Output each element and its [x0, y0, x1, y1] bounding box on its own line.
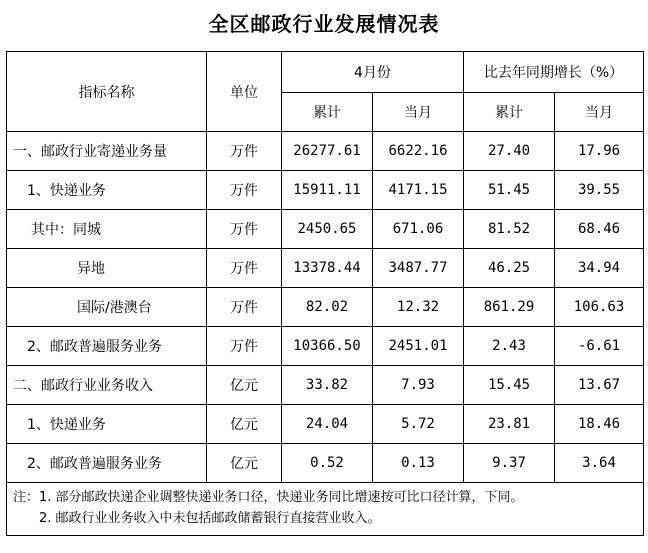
- row-name: 1、快递业务: [7, 171, 207, 210]
- table-row: [7, 210, 644, 249]
- row-unit: 万件: [207, 171, 282, 210]
- row-month: 671.06: [373, 210, 464, 249]
- row-unit: 万件: [207, 327, 282, 366]
- stats-table: [6, 51, 644, 536]
- row-yoy-month: -6.61: [555, 327, 644, 366]
- row-yoy-month: 106.63: [555, 288, 644, 327]
- row-yoy-cumulative: 27.40: [464, 132, 555, 171]
- table-row: [7, 132, 644, 171]
- table-row: [7, 288, 644, 327]
- page-title: 全区邮政行业发展情况表: [208, 12, 440, 36]
- row-yoy-cumulative: 23.81: [464, 405, 555, 444]
- row-cumulative: 26277.61: [282, 132, 373, 171]
- row-name: 二、邮政行业业务收入: [7, 366, 207, 405]
- row-unit: 万件: [207, 288, 282, 327]
- note-line-2: 2. 邮政行业业务收入中未包括邮政储蓄银行直接营业收入。: [39, 511, 381, 526]
- row-month: 3487.77: [373, 249, 464, 288]
- row-cumulative: 13378.44: [282, 249, 373, 288]
- row-yoy-cumulative: 2.43: [464, 327, 555, 366]
- row-yoy-cumulative: 46.25: [464, 249, 555, 288]
- header-cumulative: 累计: [282, 93, 373, 132]
- notes-row: [7, 483, 644, 536]
- table-row: [7, 327, 644, 366]
- row-name: 1、快递业务: [7, 405, 207, 444]
- header-row-1: [7, 52, 644, 93]
- row-cumulative: 24.04: [282, 405, 373, 444]
- row-unit: 亿元: [207, 366, 282, 405]
- row-unit: 万件: [207, 132, 282, 171]
- row-yoy-month: 34.94: [555, 249, 644, 288]
- header-yoy-cumulative: 累计: [464, 93, 555, 132]
- row-yoy-cumulative: 861.29: [464, 288, 555, 327]
- row-month: 12.32: [373, 288, 464, 327]
- row-month: 4171.15: [373, 171, 464, 210]
- row-name: 2、邮政普遍服务业务: [7, 444, 207, 483]
- row-unit: 万件: [207, 249, 282, 288]
- row-unit: 亿元: [207, 405, 282, 444]
- header-indicator: 指标名称: [7, 52, 207, 132]
- row-name: 2、邮政普遍服务业务: [7, 327, 207, 366]
- notes-cell: [7, 483, 644, 536]
- row-cumulative: 0.52: [282, 444, 373, 483]
- row-month: 0.13: [373, 444, 464, 483]
- row-month: 5.72: [373, 405, 464, 444]
- row-name: 异地: [7, 249, 207, 288]
- row-unit: 亿元: [207, 444, 282, 483]
- table-row: [7, 171, 644, 210]
- header-month-group: 4月份: [282, 52, 464, 93]
- row-yoy-cumulative: 51.45: [464, 171, 555, 210]
- header-unit: 单位: [207, 52, 282, 132]
- table-row: [7, 444, 644, 483]
- row-yoy-month: 3.64: [555, 444, 644, 483]
- row-cumulative: 82.02: [282, 288, 373, 327]
- row-month: 6622.16: [373, 132, 464, 171]
- row-yoy-month: 13.67: [555, 366, 644, 405]
- row-yoy-cumulative: 9.37: [464, 444, 555, 483]
- note-line-1: 注：1. 部分邮政快递企业调整快递业务口径，快递业务同比增速按可比口径计算，下同。: [13, 490, 524, 505]
- row-name: 其中：同城: [7, 210, 207, 249]
- row-yoy-month: 17.96: [555, 132, 644, 171]
- row-unit: 万件: [207, 210, 282, 249]
- row-name: 国际/港澳台: [7, 288, 207, 327]
- header-yoy-current-month: 当月: [555, 93, 644, 132]
- row-yoy-cumulative: 81.52: [464, 210, 555, 249]
- row-yoy-month: 39.55: [555, 171, 644, 210]
- table-row: [7, 366, 644, 405]
- table-row: [7, 249, 644, 288]
- row-name: 一、邮政行业寄递业务量: [7, 132, 207, 171]
- row-cumulative: 33.82: [282, 366, 373, 405]
- row-cumulative: 10366.50: [282, 327, 373, 366]
- table-row: [7, 405, 644, 444]
- row-cumulative: 2450.65: [282, 210, 373, 249]
- header-yoy-group: 比去年同期增长（%）: [464, 52, 644, 93]
- row-month: 7.93: [373, 366, 464, 405]
- row-yoy-month: 68.46: [555, 210, 644, 249]
- row-yoy-cumulative: 15.45: [464, 366, 555, 405]
- row-yoy-month: 18.46: [555, 405, 644, 444]
- row-month: 2451.01: [373, 327, 464, 366]
- row-cumulative: 15911.11: [282, 171, 373, 210]
- header-current-month: 当月: [373, 93, 464, 132]
